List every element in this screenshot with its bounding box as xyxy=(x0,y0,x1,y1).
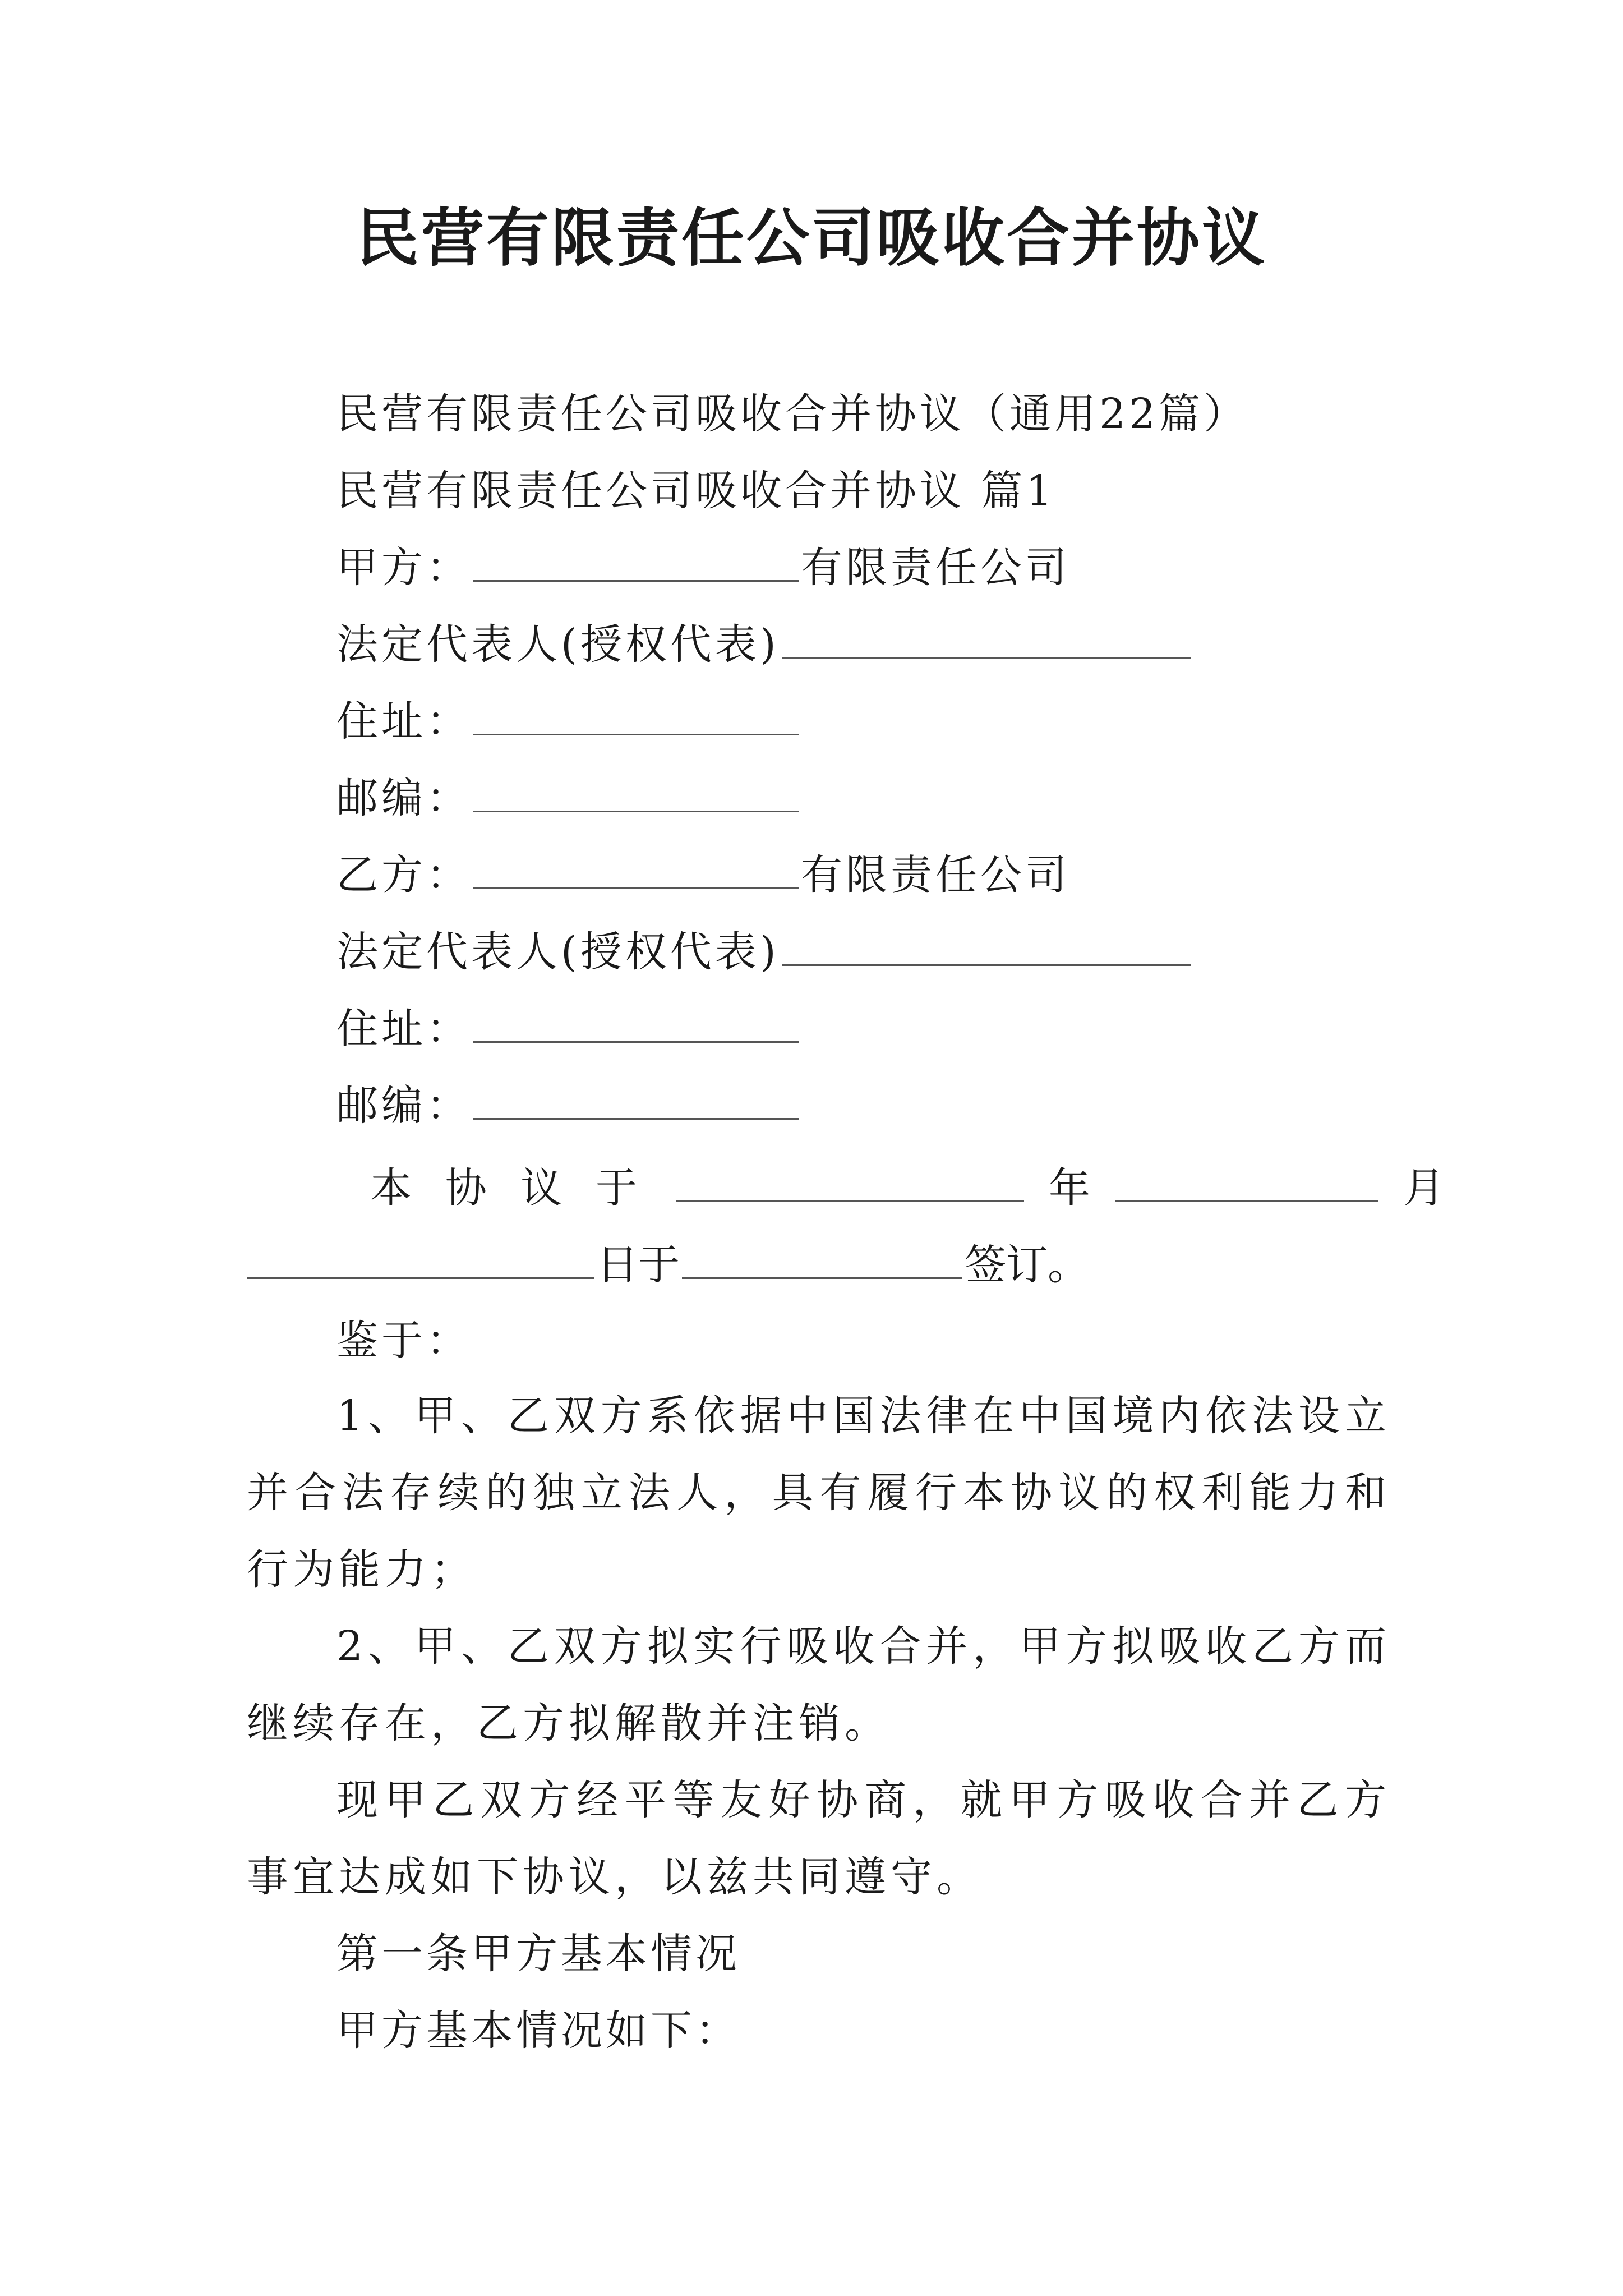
sign-text-1: 本协议于 xyxy=(370,1164,671,1212)
party-b-line xyxy=(336,847,1070,903)
sign-day-at: 日于 xyxy=(597,1241,680,1289)
day-blank xyxy=(247,1272,594,1279)
place-blank xyxy=(682,1272,962,1279)
party-a-postcode-line xyxy=(336,770,801,826)
postcode-blank xyxy=(473,805,799,812)
subtitle: 民营有限责任公司吸收合并协议（通用22篇） xyxy=(336,390,1249,438)
address-label: 住址： xyxy=(336,697,471,746)
party-b-label: 乙方： xyxy=(336,851,471,899)
clause-3: 现甲乙双方经平等友好协商，就甲方吸收合并乙方事宜达成如下协议，以兹共同遵守。 xyxy=(247,1776,1391,1901)
legal-rep-label: 法定代表人(授权代表) xyxy=(336,620,780,669)
party-a-company-suffix: 有限责任公司 xyxy=(801,544,1070,592)
party-a-legal-rep-line xyxy=(336,616,1193,673)
sign-end: 签订。 xyxy=(965,1241,1089,1289)
article-1-heading: 第一条甲方基本情况 xyxy=(336,1930,740,1978)
address-blank xyxy=(473,728,799,735)
sign-month: 月 xyxy=(1403,1164,1445,1212)
postcode-label: 邮编： xyxy=(336,774,471,822)
clause-2: 2、甲、乙双方拟实行吸收合并，甲方拟吸收乙方而继续存在，乙方拟解散并注销。 xyxy=(247,1622,1391,1747)
document-title: 民营有限责任公司吸收合并协议 xyxy=(356,202,1267,275)
year-blank xyxy=(676,1195,1024,1202)
signing-date-line-1 xyxy=(247,1150,1445,1227)
address-blank xyxy=(473,1036,799,1043)
postcode-blank xyxy=(473,1112,799,1120)
address-label: 住址： xyxy=(336,1005,471,1053)
clause-1: 1、甲、乙双方系依据中国法律在中国境内依法设立并合法存续的独立法人，具有履行本协议的权利能力和行为能力； xyxy=(247,1392,1391,1594)
legal-rep-blank xyxy=(782,959,1191,966)
party-a-name-blank xyxy=(473,574,799,582)
section-heading: 民营有限责任公司吸收合并协议 篇1 xyxy=(336,467,1056,515)
legal-rep-blank xyxy=(782,651,1191,659)
legal-rep-label: 法定代表人(授权代表) xyxy=(336,928,780,976)
party-b-legal-rep-line xyxy=(336,924,1193,980)
party-b-address-line xyxy=(336,1001,801,1057)
article-1-intro: 甲方基本情况如下： xyxy=(336,2007,740,2055)
whereas-heading: 鉴于： xyxy=(336,1317,471,1365)
party-a-address-line xyxy=(336,693,801,749)
party-b-name-blank xyxy=(473,882,799,889)
sign-year: 年 xyxy=(1049,1164,1090,1212)
party-a-label: 甲方： xyxy=(336,544,471,592)
party-b-postcode-line xyxy=(336,1078,801,1134)
month-blank xyxy=(1115,1195,1378,1202)
party-a-line xyxy=(336,540,1070,596)
postcode-label: 邮编： xyxy=(336,1082,471,1130)
signing-date-line-2 xyxy=(247,1227,1391,1304)
party-b-company-suffix: 有限责任公司 xyxy=(801,851,1070,899)
